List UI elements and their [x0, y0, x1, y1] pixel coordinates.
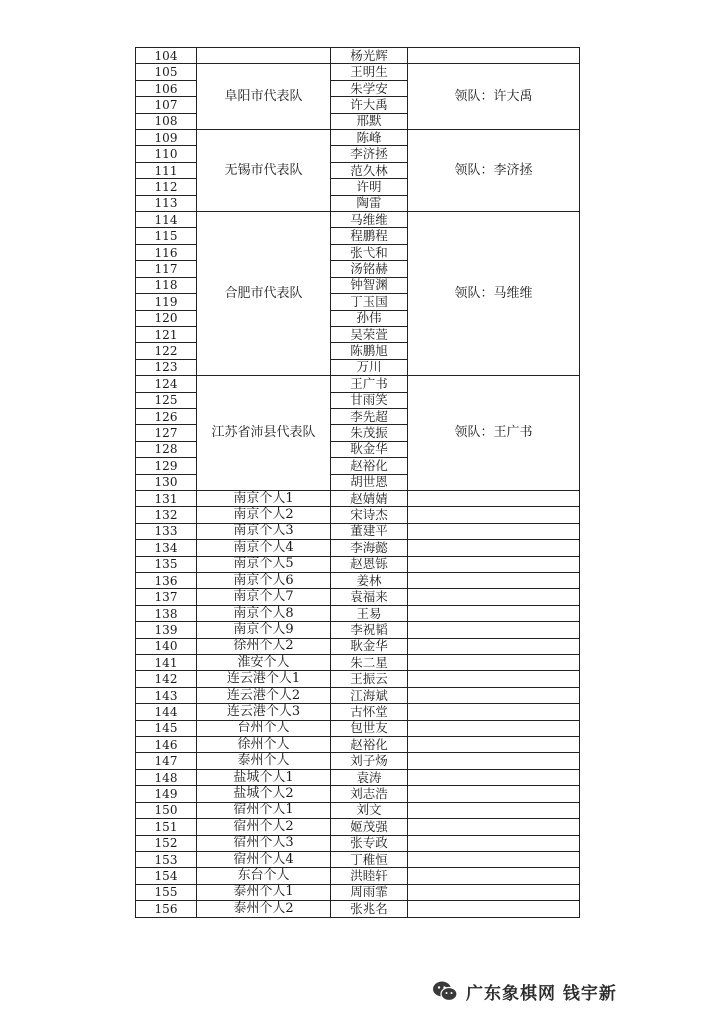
leader-cell	[408, 573, 580, 589]
player-name-cell: 陶雷	[331, 195, 408, 211]
roster-body	[136, 48, 580, 918]
team-cell: 南京个人4	[197, 540, 331, 556]
leader-cell	[408, 802, 580, 818]
leader-cell	[408, 507, 580, 523]
row-number-cell: 151	[136, 819, 197, 835]
player-name-cell: 胡世恩	[331, 474, 408, 490]
leader-cell	[408, 671, 580, 687]
team-cell: 盐城个人1	[197, 769, 331, 785]
player-name-cell: 朱茂振	[331, 425, 408, 441]
row-number-cell: 126	[136, 408, 197, 424]
table-row	[136, 556, 580, 572]
player-name-cell: 汤铭赫	[331, 261, 408, 277]
player-name-cell: 许大禹	[331, 97, 408, 113]
table-row	[136, 769, 580, 785]
row-number-cell: 114	[136, 212, 197, 228]
row-number-cell: 128	[136, 441, 197, 457]
player-name-cell: 耿金华	[331, 638, 408, 654]
row-number-cell: 109	[136, 130, 197, 146]
team-cell: 泰州个人1	[197, 884, 331, 900]
player-name-cell: 李海懿	[331, 540, 408, 556]
player-name-cell: 陈峰	[331, 130, 408, 146]
row-number-cell: 139	[136, 622, 197, 638]
leader-cell: 领队：王广书	[408, 376, 580, 491]
row-number-cell: 119	[136, 294, 197, 310]
table-row	[136, 64, 580, 80]
row-number-cell: 129	[136, 458, 197, 474]
player-name-cell: 丁玉国	[331, 294, 408, 310]
team-cell: 徐州个人	[197, 737, 331, 753]
table-row	[136, 638, 580, 654]
player-name-cell: 王易	[331, 605, 408, 621]
leader-cell	[408, 48, 580, 64]
row-number-cell: 117	[136, 261, 197, 277]
table-row	[136, 720, 580, 736]
player-name-cell: 朱二星	[331, 655, 408, 671]
team-cell: 南京个人9	[197, 622, 331, 638]
table-row	[136, 835, 580, 851]
player-name-cell: 赵裕化	[331, 737, 408, 753]
row-number-cell: 134	[136, 540, 197, 556]
leader-cell	[408, 786, 580, 802]
table-row	[136, 523, 580, 539]
team-cell: 南京个人1	[197, 490, 331, 506]
team-cell: 南京个人5	[197, 556, 331, 572]
player-name-cell: 古怀堂	[331, 704, 408, 720]
leader-cell	[408, 884, 580, 900]
leader-cell	[408, 769, 580, 785]
player-name-cell: 袁涛	[331, 769, 408, 785]
row-number-cell: 116	[136, 244, 197, 260]
table-row	[136, 130, 580, 146]
player-name-cell: 姬茂强	[331, 819, 408, 835]
player-name-cell: 马维维	[331, 212, 408, 228]
row-number-cell: 141	[136, 655, 197, 671]
leader-cell	[408, 622, 580, 638]
player-name-cell: 袁福来	[331, 589, 408, 605]
table-row	[136, 687, 580, 703]
row-number-cell: 137	[136, 589, 197, 605]
leader-cell: 领队：马维维	[408, 212, 580, 376]
player-name-cell: 李先超	[331, 408, 408, 424]
team-cell: 泰州个人	[197, 753, 331, 769]
team-cell: 连云港个人3	[197, 704, 331, 720]
team-cell: 连云港个人2	[197, 687, 331, 703]
row-number-cell: 112	[136, 179, 197, 195]
player-name-cell: 程鹏程	[331, 228, 408, 244]
leader-cell: 领队：许大禹	[408, 64, 580, 130]
player-name-cell: 朱学安	[331, 80, 408, 96]
row-number-cell: 122	[136, 343, 197, 359]
player-name-cell: 洪睦轩	[331, 868, 408, 884]
leader-cell: 领队：李济拯	[408, 130, 580, 212]
row-number-cell: 143	[136, 687, 197, 703]
table-row	[136, 507, 580, 523]
player-name-cell: 丁稚恒	[331, 851, 408, 867]
team-cell: 泰州个人2	[197, 901, 331, 917]
table-row	[136, 212, 580, 228]
leader-cell	[408, 638, 580, 654]
row-number-cell: 155	[136, 884, 197, 900]
table-row	[136, 786, 580, 802]
row-number-cell: 105	[136, 64, 197, 80]
table-row	[136, 884, 580, 900]
row-number-cell: 148	[136, 769, 197, 785]
row-number-cell: 154	[136, 868, 197, 884]
watermark	[432, 978, 617, 1004]
row-number-cell: 120	[136, 310, 197, 326]
leader-cell	[408, 655, 580, 671]
row-number-cell: 138	[136, 605, 197, 621]
row-number-cell: 147	[136, 753, 197, 769]
player-name-cell: 刘志浩	[331, 786, 408, 802]
row-number-cell: 140	[136, 638, 197, 654]
team-cell: 宿州个人1	[197, 802, 331, 818]
leader-cell	[408, 523, 580, 539]
row-number-cell: 125	[136, 392, 197, 408]
table-row	[136, 868, 580, 884]
team-cell: 合肥市代表队	[197, 212, 331, 376]
table-row	[136, 671, 580, 687]
table-row	[136, 490, 580, 506]
player-name-cell: 吴荣萱	[331, 326, 408, 342]
player-name-cell: 张兆名	[331, 901, 408, 917]
table-row	[136, 605, 580, 621]
row-number-cell: 132	[136, 507, 197, 523]
player-name-cell: 张弋和	[331, 244, 408, 260]
row-number-cell: 149	[136, 786, 197, 802]
roster-table	[135, 47, 580, 918]
team-cell: 宿州个人2	[197, 819, 331, 835]
row-number-cell: 135	[136, 556, 197, 572]
row-number-cell: 110	[136, 146, 197, 162]
team-cell	[197, 48, 331, 64]
team-cell: 南京个人2	[197, 507, 331, 523]
player-name-cell: 耿金华	[331, 441, 408, 457]
player-name-cell: 董建平	[331, 523, 408, 539]
player-name-cell: 万川	[331, 359, 408, 375]
row-number-cell: 113	[136, 195, 197, 211]
leader-cell	[408, 605, 580, 621]
leader-cell	[408, 753, 580, 769]
player-name-cell: 刘文	[331, 802, 408, 818]
player-name-cell: 周雨霏	[331, 884, 408, 900]
table-row	[136, 589, 580, 605]
table-row	[136, 753, 580, 769]
leader-cell	[408, 819, 580, 835]
leader-cell	[408, 737, 580, 753]
team-cell: 盐城个人2	[197, 786, 331, 802]
team-cell: 宿州个人3	[197, 835, 331, 851]
row-number-cell: 106	[136, 80, 197, 96]
row-number-cell: 121	[136, 326, 197, 342]
player-name-cell: 李济拯	[331, 146, 408, 162]
team-cell: 徐州个人2	[197, 638, 331, 654]
table-row	[136, 819, 580, 835]
table-row	[136, 851, 580, 867]
team-cell: 台州个人	[197, 720, 331, 736]
player-name-cell: 刘子炀	[331, 753, 408, 769]
leader-cell	[408, 704, 580, 720]
player-name-cell: 王广书	[331, 376, 408, 392]
row-number-cell: 124	[136, 376, 197, 392]
row-number-cell: 153	[136, 851, 197, 867]
table-row	[136, 573, 580, 589]
team-cell: 江苏省沛县代表队	[197, 376, 331, 491]
row-number-cell: 136	[136, 573, 197, 589]
leader-cell	[408, 490, 580, 506]
leader-cell	[408, 540, 580, 556]
row-number-cell: 130	[136, 474, 197, 490]
leader-cell	[408, 687, 580, 703]
leader-cell	[408, 589, 580, 605]
player-name-cell: 孙伟	[331, 310, 408, 326]
watermark-text: 广东象棋网 钱宇新	[466, 983, 617, 1004]
team-cell: 淮安个人	[197, 655, 331, 671]
wechat-icon	[432, 980, 458, 1002]
row-number-cell: 156	[136, 901, 197, 917]
team-cell: 阜阳市代表队	[197, 64, 331, 130]
player-name-cell: 江海斌	[331, 687, 408, 703]
player-name-cell: 陈鹏旭	[331, 343, 408, 359]
row-number-cell: 144	[136, 704, 197, 720]
table-row	[136, 901, 580, 917]
row-number-cell: 107	[136, 97, 197, 113]
player-name-cell: 宋诗杰	[331, 507, 408, 523]
table-row	[136, 48, 580, 64]
player-name-cell: 赵恩铄	[331, 556, 408, 572]
player-name-cell: 王明生	[331, 64, 408, 80]
row-number-cell: 145	[136, 720, 197, 736]
row-number-cell: 150	[136, 802, 197, 818]
team-cell: 南京个人3	[197, 523, 331, 539]
player-name-cell: 包世友	[331, 720, 408, 736]
row-number-cell: 123	[136, 359, 197, 375]
team-cell: 无锡市代表队	[197, 130, 331, 212]
team-cell: 南京个人7	[197, 589, 331, 605]
team-cell: 东台个人	[197, 868, 331, 884]
player-name-cell: 李祝韬	[331, 622, 408, 638]
player-name-cell: 甘雨笑	[331, 392, 408, 408]
team-cell: 南京个人8	[197, 605, 331, 621]
player-name-cell: 范久林	[331, 162, 408, 178]
leader-cell	[408, 720, 580, 736]
player-name-cell: 杨光辉	[331, 48, 408, 64]
row-number-cell: 152	[136, 835, 197, 851]
leader-cell	[408, 835, 580, 851]
table-row	[136, 622, 580, 638]
team-cell: 宿州个人4	[197, 851, 331, 867]
row-number-cell: 131	[136, 490, 197, 506]
row-number-cell: 115	[136, 228, 197, 244]
leader-cell	[408, 556, 580, 572]
player-name-cell: 钟智渊	[331, 277, 408, 293]
table-row	[136, 655, 580, 671]
table-row	[136, 802, 580, 818]
player-name-cell: 许明	[331, 179, 408, 195]
table-row	[136, 540, 580, 556]
player-name-cell: 邢默	[331, 113, 408, 129]
table-row	[136, 704, 580, 720]
player-name-cell: 张专政	[331, 835, 408, 851]
row-number-cell: 108	[136, 113, 197, 129]
player-name-cell: 王振云	[331, 671, 408, 687]
team-cell: 南京个人6	[197, 573, 331, 589]
row-number-cell: 111	[136, 162, 197, 178]
leader-cell	[408, 901, 580, 917]
row-number-cell: 127	[136, 425, 197, 441]
player-name-cell: 姜林	[331, 573, 408, 589]
player-name-cell: 赵婧婧	[331, 490, 408, 506]
row-number-cell: 133	[136, 523, 197, 539]
team-cell: 连云港个人1	[197, 671, 331, 687]
leader-cell	[408, 851, 580, 867]
player-name-cell: 赵裕化	[331, 458, 408, 474]
leader-cell	[408, 868, 580, 884]
row-number-cell: 104	[136, 48, 197, 64]
row-number-cell: 142	[136, 671, 197, 687]
table-row	[136, 737, 580, 753]
row-number-cell: 146	[136, 737, 197, 753]
table-row	[136, 376, 580, 392]
row-number-cell: 118	[136, 277, 197, 293]
